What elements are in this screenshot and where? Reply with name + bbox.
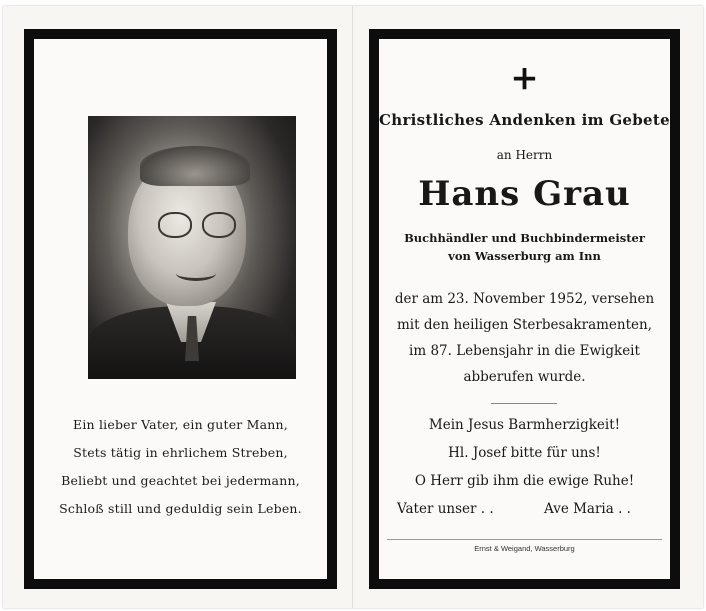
poem-line: Beliebt und geachtet bei jedermann, [61,473,300,488]
portrait-photo [88,116,296,379]
footer-divider [387,539,662,540]
profession-line: Buchhändler und Buchbindermeister [404,231,645,245]
poem [34,411,327,523]
glasses-right [202,212,236,238]
body-line: im 87. Lebensjahr in die Ewigkeit [409,343,640,359]
prayer-line: O Herr gib ihm die ewige Ruhe! [414,473,635,489]
hometown-line: von Wasserburg am Inn [448,249,601,263]
body-line: der am 23. November 1952, versehen [394,291,655,307]
divider [491,403,557,404]
poem-line: Schloß still und geduldig sein Leben. [59,501,302,516]
poem-line: Stets tätig in ehrlichem Streben, [73,445,288,460]
card-fold [352,6,353,608]
ave-maria: Ave Maria . . [544,501,631,517]
glasses-left [158,212,192,238]
vater-unser: Vater unser . . [397,501,494,517]
cross-icon: + [510,58,539,98]
left-panel [24,29,337,589]
printer-imprint: Ernst & Weigand, Wasserburg [474,544,575,553]
prayer-line: Mein Jesus Barmherzigkeit! [428,417,621,433]
an-herrn: an Herrn [496,148,553,162]
right-panel [369,29,680,589]
memorial-heading: Christliches Andenken im Gebete [379,111,670,129]
deceased-name: Hans Grau [418,174,631,214]
poem-line: Ein lieber Vater, ein guter Mann, [73,417,288,432]
prayer-line: Hl. Josef bitte für uns! [448,445,601,461]
body-line: abberufen wurde. [463,369,586,385]
body-line: mit den heiligen Sterbesakramenten, [397,317,652,333]
